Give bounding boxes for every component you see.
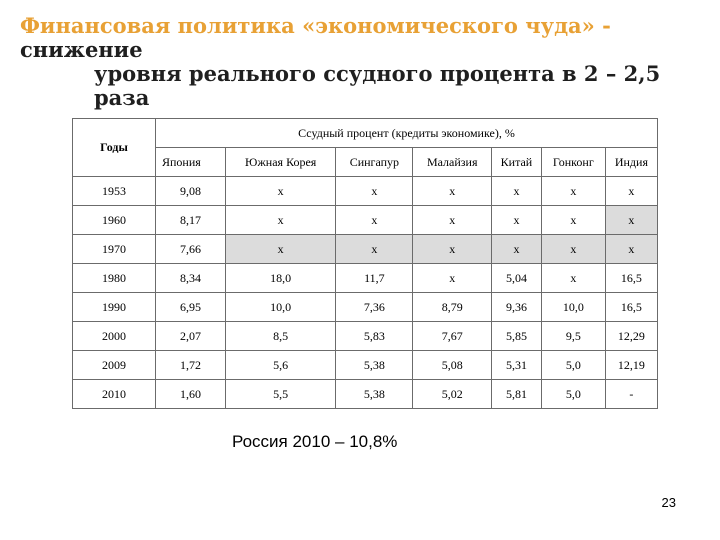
column-header: Индия — [605, 148, 657, 177]
table-cell: 12,29 — [605, 322, 657, 351]
table-cell: 16,5 — [605, 264, 657, 293]
title-dark-text: снижение — [20, 37, 143, 62]
year-cell: 1970 — [73, 235, 156, 264]
table-cell: 7,36 — [336, 293, 413, 322]
table-cell: 18,0 — [225, 264, 335, 293]
table-cell: 1,60 — [156, 380, 226, 409]
table-cell: x — [336, 177, 413, 206]
table-cell: 8,5 — [225, 322, 335, 351]
column-header: Южная Корея — [225, 148, 335, 177]
table-row — [73, 177, 658, 206]
year-cell: 1960 — [73, 206, 156, 235]
table-cell: x — [492, 235, 542, 264]
table-row — [73, 264, 658, 293]
russia-note: Россия 2010 – 10,8% — [232, 432, 398, 451]
table-cell: 5,0 — [541, 380, 605, 409]
table-cell: x — [413, 264, 492, 293]
column-header: Китай — [492, 148, 542, 177]
table-cell: x — [413, 177, 492, 206]
main-header: Ссудный процент (кредиты экономике), % — [156, 119, 658, 148]
table-cell: 8,34 — [156, 264, 226, 293]
table-cell: 16,5 — [605, 293, 657, 322]
table-cell: x — [541, 177, 605, 206]
year-cell: 1980 — [73, 264, 156, 293]
year-cell: 2000 — [73, 322, 156, 351]
title-line-2: уровня реального ссудного процента в 2 – 2,5 раза — [94, 61, 661, 110]
table-cell: x — [605, 235, 657, 264]
table-cell: x — [605, 206, 657, 235]
table-cell: 5,31 — [492, 351, 542, 380]
column-header: Малайзия — [413, 148, 492, 177]
table-row — [73, 206, 658, 235]
table-cell: x — [541, 206, 605, 235]
table-cell: - — [605, 380, 657, 409]
column-header-row — [73, 148, 658, 177]
table-row — [73, 235, 658, 264]
table-row — [73, 293, 658, 322]
table-row — [73, 351, 658, 380]
table-cell: x — [541, 264, 605, 293]
table-cell: 7,67 — [413, 322, 492, 351]
table-cell: x — [336, 235, 413, 264]
table-cell: 5,04 — [492, 264, 542, 293]
page-number: 23 — [661, 495, 676, 510]
table-cell: 10,0 — [225, 293, 335, 322]
column-header: Япония — [156, 148, 226, 177]
table-cell: 5,83 — [336, 322, 413, 351]
table-cell: x — [492, 177, 542, 206]
table-cell: 8,79 — [413, 293, 492, 322]
table-cell: x — [541, 235, 605, 264]
year-cell: 1990 — [73, 293, 156, 322]
year-cell: 2010 — [73, 380, 156, 409]
table-cell: 7,66 — [156, 235, 226, 264]
table-cell: 6,95 — [156, 293, 226, 322]
table-cell: 8,17 — [156, 206, 226, 235]
table-cell: 12,19 — [605, 351, 657, 380]
table-cell: 5,38 — [336, 351, 413, 380]
table-cell: x — [336, 206, 413, 235]
table-header-row — [73, 119, 658, 148]
year-cell: 1953 — [73, 177, 156, 206]
table-cell: 5,85 — [492, 322, 542, 351]
table-cell: 5,6 — [225, 351, 335, 380]
column-header: Сингапур — [336, 148, 413, 177]
table-cell: x — [413, 206, 492, 235]
title-line-1 — [16, 14, 706, 62]
table-cell: 5,08 — [413, 351, 492, 380]
table-cell: 5,0 — [541, 351, 605, 380]
table-cell: x — [225, 235, 335, 264]
table-row — [73, 380, 658, 409]
table-cell: 9,5 — [541, 322, 605, 351]
table-cell: 11,7 — [336, 264, 413, 293]
table-cell: 9,08 — [156, 177, 226, 206]
table-cell: x — [605, 177, 657, 206]
column-header: Гонконг — [541, 148, 605, 177]
table-cell: 5,81 — [492, 380, 542, 409]
table-cell: x — [225, 206, 335, 235]
table-cell: x — [413, 235, 492, 264]
table-cell: 5,02 — [413, 380, 492, 409]
year-cell: 2009 — [73, 351, 156, 380]
table-cell: 5,38 — [336, 380, 413, 409]
years-header: Годы — [73, 119, 156, 177]
table-cell: 5,5 — [225, 380, 335, 409]
table-cell: 2,07 — [156, 322, 226, 351]
table-cell: 10,0 — [541, 293, 605, 322]
title-orange-text: Финансовая политика «экономического чуда» - — [20, 13, 611, 38]
table-row — [73, 322, 658, 351]
table-cell: 9,36 — [492, 293, 542, 322]
slide-title — [16, 14, 706, 110]
interest-rate-table — [72, 118, 658, 409]
table-cell: x — [492, 206, 542, 235]
table-cell: x — [225, 177, 335, 206]
table-cell: 1,72 — [156, 351, 226, 380]
